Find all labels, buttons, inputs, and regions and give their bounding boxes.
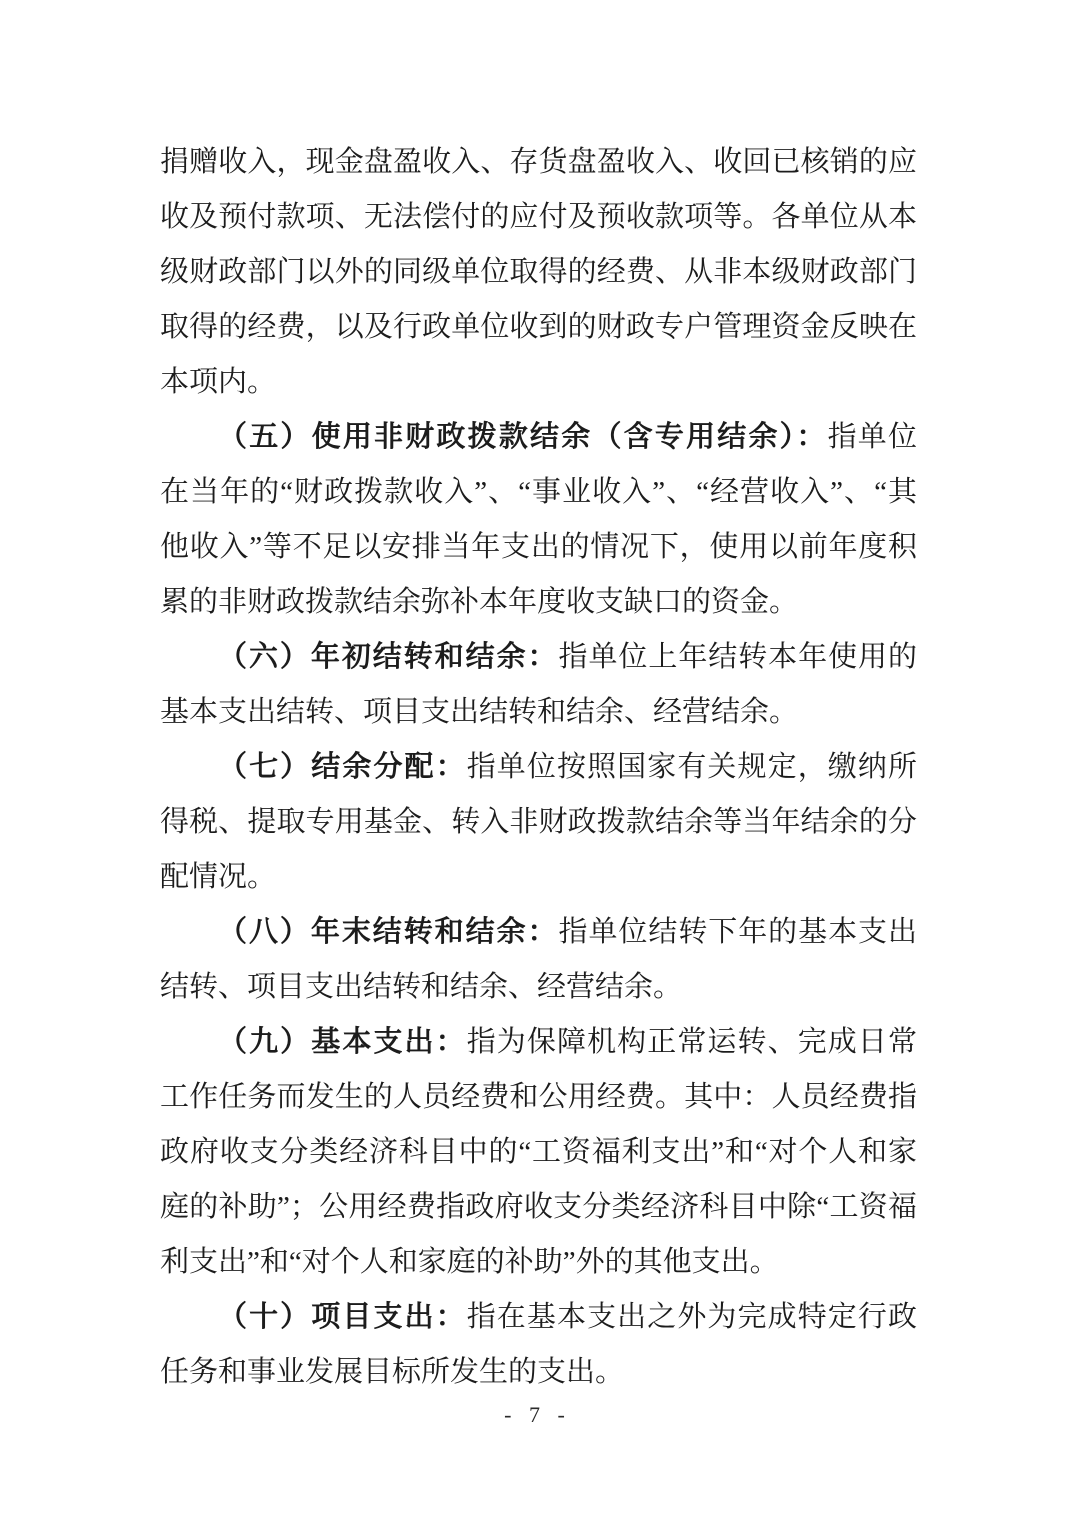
page-number: - 7 - [504, 1402, 571, 1427]
paragraph: （十）项目支出：指在基本支出之外为完成特定行政任务和事业发展目标所发生的支出。 [160, 1301, 917, 1388]
document-body [160, 135, 917, 1400]
paragraph-heading: （六）年初结转和结余： [218, 641, 559, 673]
paragraph: （五）使用非财政拨款结余（含专用结余）：指单位在当年的“财政拨款收入”、“事业收入”、“经营收入”、“其他收入”等不足以安排当年支出的情况下，使用以前年度积累的非财政拨款结余弥补本年度收支缺口的资金。 [160, 421, 917, 618]
paragraph-heading: （五）使用非财政拨款结余（含专用结余）： [218, 421, 828, 453]
paragraph: （八）年末结转和结余：指单位结转下年的基本支出结转、项目支出结转和结余、经营结余。 [160, 916, 917, 1003]
paragraph-heading: （九）基本支出： [218, 1026, 467, 1058]
paragraph-heading: （十）项目支出： [218, 1301, 467, 1333]
paragraph: （九）基本支出：指为保障机构正常运转、完成日常工作任务而发生的人员经费和公用经费。其中：人员经费指政府收支分类经济科目中的“工资福利支出”和“对个人和家庭的补助”；公用经费指政府收支分类经济科目中除“工资福利支出”和“对个人和家庭的补助”外的其他支出。 [160, 1026, 917, 1278]
paragraph: 捐赠收入，现金盘盈收入、存货盘盈收入、收回已核销的应收及预付款项、无法偿付的应付及预收款项等。各单位从本级财政部门以外的同级单位取得的经费、从非本级财政部门取得的经费，以及行政单位收到的财政专户管理资金反映在本项内。 [160, 146, 917, 398]
paragraph: （七）结余分配：指单位按照国家有关规定，缴纳所得税、提取专用基金、转入非财政拨款结余等当年结余的分配情况。 [160, 751, 917, 893]
paragraph-heading: （七）结余分配： [218, 751, 467, 783]
paragraph-heading: （八）年末结转和结余： [218, 916, 559, 948]
paragraph: （六）年初结转和结余：指单位上年结转本年使用的基本支出结转、项目支出结转和结余、经营结余。 [160, 641, 917, 728]
